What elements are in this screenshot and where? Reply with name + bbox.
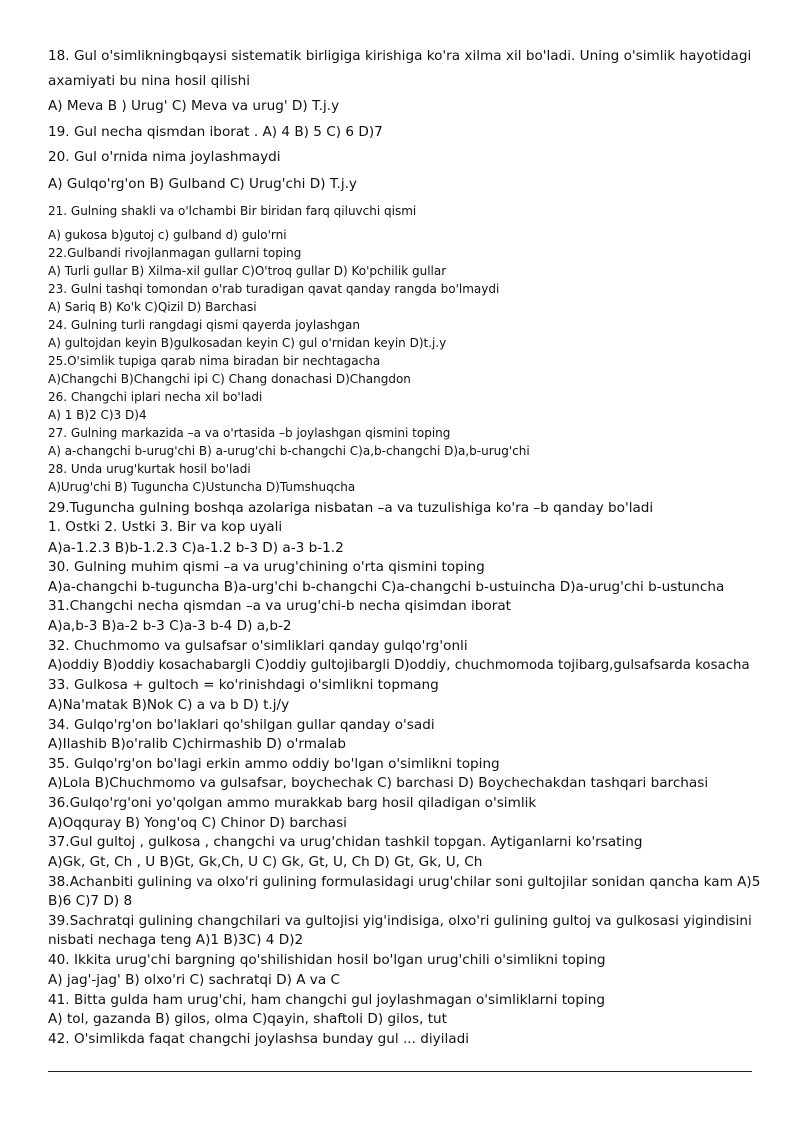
text-line: A) Gulqo'rg'on B) Gulband C) Urug'chi D) T.j.y [48, 176, 357, 192]
text-line: 34. Gulqo'rg'on bo'laklari qo'shilgan gullar qanday o'sadi [48, 717, 435, 733]
text-line: 35. Gulqo'rg'on bo'lagi erkin ammo oddiy bo'lgan o'simlikni toping [48, 756, 500, 772]
text-line: 22.Gulbandi rivojlanmagan gullarni toping [48, 246, 302, 260]
text-line: axamiyati bu nina hosil qilishi [48, 73, 251, 89]
text-line: A) 1 B)2 C)3 D)4 [48, 408, 147, 422]
text-line: A)Oqquray B) Yong'oq C) Chinor D) barchasi [48, 815, 347, 831]
text-line: 30. Gulning muhim qismi –a va urug'chining o'rta qismini toping [48, 559, 485, 575]
text-line: 20. Gul o'rnida nima joylashmaydi [48, 149, 281, 165]
text-line: 26. Changchi iplari necha xil bo'ladi [48, 390, 263, 404]
text-line: A)Gk, Gt, Ch , U B)Gt, Gk,Ch, U C) Gk, Gt, U, Ch D) Gt, Gk, U, Ch [48, 854, 483, 870]
text-line: A) a-changchi b-urug'chi B) a-urug'chi b-changchi C)a,b-changchi D)a,b-urug'chi [48, 444, 530, 458]
footer-rule [48, 1071, 752, 1072]
text-line: 31.Changchi necha qismdan –a va urug'chi-b necha qisimdan iborat [48, 598, 511, 614]
text-line: 29.Tuguncha gulning boshqa azolariga nisbatan –a va tuzulishiga ko'ra –b qanday bo'ladi [48, 500, 654, 516]
text-line: 36.Gulqo'rg'oni yo'qolgan ammo murakkab barg hosil qiladigan o'simlik [48, 795, 537, 811]
text-line: 25.O'simlik tupiga qarab nima biradan bir nechtagacha [48, 354, 381, 368]
text-line: 28. Unda urug'kurtak hosil bo'ladi [48, 462, 251, 476]
text-line: 39.Sachratqi gulining changchilari va gultojisi yig'indisiga, olxo'ri gulining gultoj va gulkosasi yigindisini [48, 913, 752, 929]
text-line: A)Na'matak B)Nok C) a va b D) t.j/y [48, 697, 290, 713]
text-line: 42. O'simlikda faqat changchi joylashsa bunday gul ... diyiladi [48, 1031, 469, 1047]
text-line: 18. Gul o'simlikningbqaysi sistematik birligiga kirishiga ko'ra xilma xil bo'ladi. Uning o'simlik hayotidagi [48, 48, 752, 64]
text-line: A)a-changchi b-tuguncha B)a-urg'chi b-changchi C)a-changchi b-ustuincha D)a-urug'chi b-ustuncha [48, 579, 725, 595]
text-line: A)Ilashib B)o'ralib C)chirmashib D) o'rmalab [48, 736, 347, 752]
text-line: A) Sariq B) Ko'k C)Qizil D) Barchasi [48, 300, 257, 314]
text-line: 32. Chuchmomo va gulsafsar o'simliklari qanday gulqo'rg'onli [48, 638, 468, 654]
text-line: 37.Gul gultoj , gulkosa , changchi va urug'chidan tashkil topgan. Aytiganlarni ko'rsating [48, 834, 643, 850]
text-line: 27. Gulning markazida –a va o'rtasida –b joylashgan qismini toping [48, 426, 451, 440]
text-line: A) jag'-jag' B) olxo'ri C) sachratqi D) A va C [48, 972, 340, 988]
text-line: A)a,b-3 B)a-2 b-3 C)a-3 b-4 D) a,b-2 [48, 618, 292, 634]
text-line: 38.Achanbiti gulining va olxo'ri gulining formulasidagi urug'chilar soni gultojilar sonidan qancha kam A)5 [48, 874, 761, 890]
text-line: A)a-1.2.3 B)b-1.2.3 C)a-1.2 b-3 D) a-3 b-1.2 [48, 540, 344, 556]
text-line: nisbati nechaga teng A)1 B)3C) 4 D)2 [48, 932, 304, 948]
text-line: 23. Gulni tashqi tomondan o'rab turadigan qavat qanday rangda bo'lmaydi [48, 282, 500, 296]
text-line: 41. Bitta gulda ham urug'chi, ham changchi gul joylashmagan o'simliklarni toping [48, 992, 606, 1008]
text-line: A) gultojdan keyin B)gulkosadan keyin C) gul o'rnidan keyin D)t.j.y [48, 336, 447, 350]
text-line: 1. Ostki 2. Ustki 3. Bir va kop uyali [48, 519, 283, 535]
text-line: 24. Gulning turli rangdagi qismi qayerda joylashgan [48, 318, 360, 332]
text-line: B)6 C)7 D) 8 [48, 893, 133, 909]
text-line: A) tol, gazanda B) gilos, olma C)qayin, shaftoli D) gilos, tut [48, 1011, 447, 1027]
text-line: A) gukosa b)gutoj c) gulband d) gulo'rni [48, 228, 287, 242]
text-line: 40. Ikkita urug'chi bargning qo'shilishidan hosil bo'lgan urug'chili o'simlikni toping [48, 952, 606, 968]
text-line: A)oddiy B)oddiy kosachabargli C)oddiy gultojibargli D)oddiy, chuchmomoda tojibarg,gulsafsarda kosacha [48, 658, 750, 673]
text-line: 19. Gul necha qismdan iborat . A) 4 B) 5 C) 6 D)7 [48, 124, 383, 140]
text-line: A) Turli gullar B) Xilma-xil gullar C)O'troq gullar D) Ko'pchilik gullar [48, 264, 447, 278]
text-line: 33. Gulkosa + gultoch = ko'rinishdagi o'simlikni topmang [48, 677, 439, 693]
text-line: A)Changchi B)Changchi ipi C) Chang donachasi D)Changdon [48, 372, 411, 386]
text-line: 21. Gulning shakli va o'lchambi Bir biridan farq qiluvchi qismi [48, 204, 417, 218]
text-line: A) Meva B ) Urug' C) Meva va urug' D) T.j.y [48, 98, 340, 114]
text-line: A)Urug'chi B) Tuguncha C)Ustuncha D)Tumshuqcha [48, 480, 356, 494]
text-line: A)Lola B)Chuchmomo va gulsafsar, boychechak C) barchasi D) Boychechakdan tashqari barchasi [48, 775, 709, 791]
